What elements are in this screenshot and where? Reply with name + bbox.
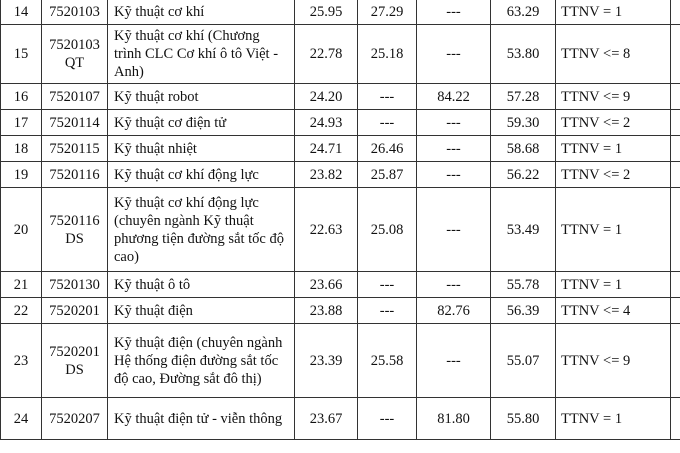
score-1: 22.63: [295, 188, 358, 272]
program-name: Kỹ thuật cơ điện tử: [108, 110, 295, 136]
score-4: 55.80: [491, 398, 556, 440]
score-4: 53.80: [491, 25, 556, 84]
score-3: ---: [417, 110, 491, 136]
tie-break-criterion: TTNV = 1: [556, 272, 671, 298]
table-row: [1, 25, 680, 84]
row-number: 21: [1, 272, 42, 298]
program-code: 7520115: [42, 136, 108, 162]
program-code: 7520114: [42, 110, 108, 136]
score-3: ---: [417, 324, 491, 398]
score-1: 23.67: [295, 398, 358, 440]
tie-break-criterion: TTNV <= 9: [556, 84, 671, 110]
program-name: Kỹ thuật robot: [108, 84, 295, 110]
clipped-column: [671, 110, 680, 136]
table-body: [1, 0, 680, 440]
score-3: 84.22: [417, 84, 491, 110]
program-code: 7520201 DS: [42, 324, 108, 398]
row-number: 16: [1, 84, 42, 110]
program-code: 7520130: [42, 272, 108, 298]
tie-break-criterion: TTNV <= 9: [556, 324, 671, 398]
table-row: [1, 298, 680, 324]
program-name: Kỹ thuật nhiệt: [108, 136, 295, 162]
tie-break-criterion: TTNV <= 2: [556, 110, 671, 136]
score-4: 59.30: [491, 110, 556, 136]
row-number: 22: [1, 298, 42, 324]
program-code: 7520103 QT: [42, 25, 108, 84]
score-2: ---: [358, 110, 417, 136]
score-1: 23.66: [295, 272, 358, 298]
program-code: 7520107: [42, 84, 108, 110]
table-row: [1, 188, 680, 272]
row-number: 18: [1, 136, 42, 162]
program-code: 7520207: [42, 398, 108, 440]
score-3: ---: [417, 188, 491, 272]
program-name: Kỹ thuật cơ khí động lực: [108, 162, 295, 188]
score-2: 25.08: [358, 188, 417, 272]
score-1: 22.78: [295, 25, 358, 84]
score-4: 58.68: [491, 136, 556, 162]
program-name: Kỹ thuật cơ khí: [108, 0, 295, 25]
score-2: 25.18: [358, 25, 417, 84]
program-name: Kỹ thuật điện (chuyên ngành Hệ thống điện đường sắt tốc độ cao, Đường sắt đô thị): [108, 324, 295, 398]
score-4: 55.78: [491, 272, 556, 298]
tie-break-criterion: TTNV = 1: [556, 0, 671, 25]
score-1: 23.88: [295, 298, 358, 324]
clipped-column: [671, 25, 680, 84]
score-3: ---: [417, 136, 491, 162]
row-number: 15: [1, 25, 42, 84]
score-2: 25.87: [358, 162, 417, 188]
program-code: 7520201: [42, 298, 108, 324]
tie-break-criterion: TTNV = 1: [556, 188, 671, 272]
row-number: 17: [1, 110, 42, 136]
score-2: ---: [358, 84, 417, 110]
table-row: [1, 398, 680, 440]
row-number: 20: [1, 188, 42, 272]
score-1: 24.93: [295, 110, 358, 136]
score-2: 26.46: [358, 136, 417, 162]
score-3: ---: [417, 272, 491, 298]
tie-break-criterion: TTNV <= 4: [556, 298, 671, 324]
score-1: 24.71: [295, 136, 358, 162]
score-2: 27.29: [358, 0, 417, 25]
score-3: ---: [417, 25, 491, 84]
score-2: ---: [358, 298, 417, 324]
tie-break-criterion: TTNV = 1: [556, 136, 671, 162]
score-3: 82.76: [417, 298, 491, 324]
score-1: 23.39: [295, 324, 358, 398]
row-number: 24: [1, 398, 42, 440]
table-row: [1, 136, 680, 162]
program-code: 7520116: [42, 162, 108, 188]
score-4: 56.39: [491, 298, 556, 324]
score-4: 57.28: [491, 84, 556, 110]
clipped-column: [671, 188, 680, 272]
score-3: ---: [417, 0, 491, 25]
program-name: Kỹ thuật cơ khí (Chương trình CLC Cơ khí ô tô Việt - Anh): [108, 25, 295, 84]
table-row: [1, 84, 680, 110]
row-number: 14: [1, 0, 42, 25]
clipped-column: [671, 136, 680, 162]
tie-break-criterion: TTNV = 1: [556, 398, 671, 440]
program-code: 7520116 DS: [42, 188, 108, 272]
score-3: ---: [417, 162, 491, 188]
clipped-column: [671, 84, 680, 110]
score-1: 23.82: [295, 162, 358, 188]
score-4: 56.22: [491, 162, 556, 188]
row-number: 23: [1, 324, 42, 398]
table-row: [1, 162, 680, 188]
program-name: Kỹ thuật cơ khí động lực (chuyên ngành Kỹ thuật phương tiện đường sắt tốc độ cao): [108, 188, 295, 272]
score-1: 24.20: [295, 84, 358, 110]
score-4: 63.29: [491, 0, 556, 25]
score-1: 25.95: [295, 0, 358, 25]
score-4: 53.49: [491, 188, 556, 272]
clipped-column: [671, 0, 680, 25]
table-row: [1, 272, 680, 298]
table-row: [1, 110, 680, 136]
score-2: ---: [358, 272, 417, 298]
clipped-column: [671, 272, 680, 298]
clipped-column: [671, 324, 680, 398]
table-row: [1, 0, 680, 25]
program-code: 7520103: [42, 0, 108, 25]
program-name: Kỹ thuật ô tô: [108, 272, 295, 298]
program-name: Kỹ thuật điện: [108, 298, 295, 324]
score-2: ---: [358, 398, 417, 440]
program-name: Kỹ thuật điện tử - viễn thông: [108, 398, 295, 440]
score-3: 81.80: [417, 398, 491, 440]
clipped-column: [671, 162, 680, 188]
clipped-column: [671, 298, 680, 324]
row-number: 19: [1, 162, 42, 188]
clipped-column: [671, 398, 680, 440]
table-row: [1, 324, 680, 398]
tie-break-criterion: TTNV <= 2: [556, 162, 671, 188]
score-4: 55.07: [491, 324, 556, 398]
score-2: 25.58: [358, 324, 417, 398]
tie-break-criterion: TTNV <= 8: [556, 25, 671, 84]
